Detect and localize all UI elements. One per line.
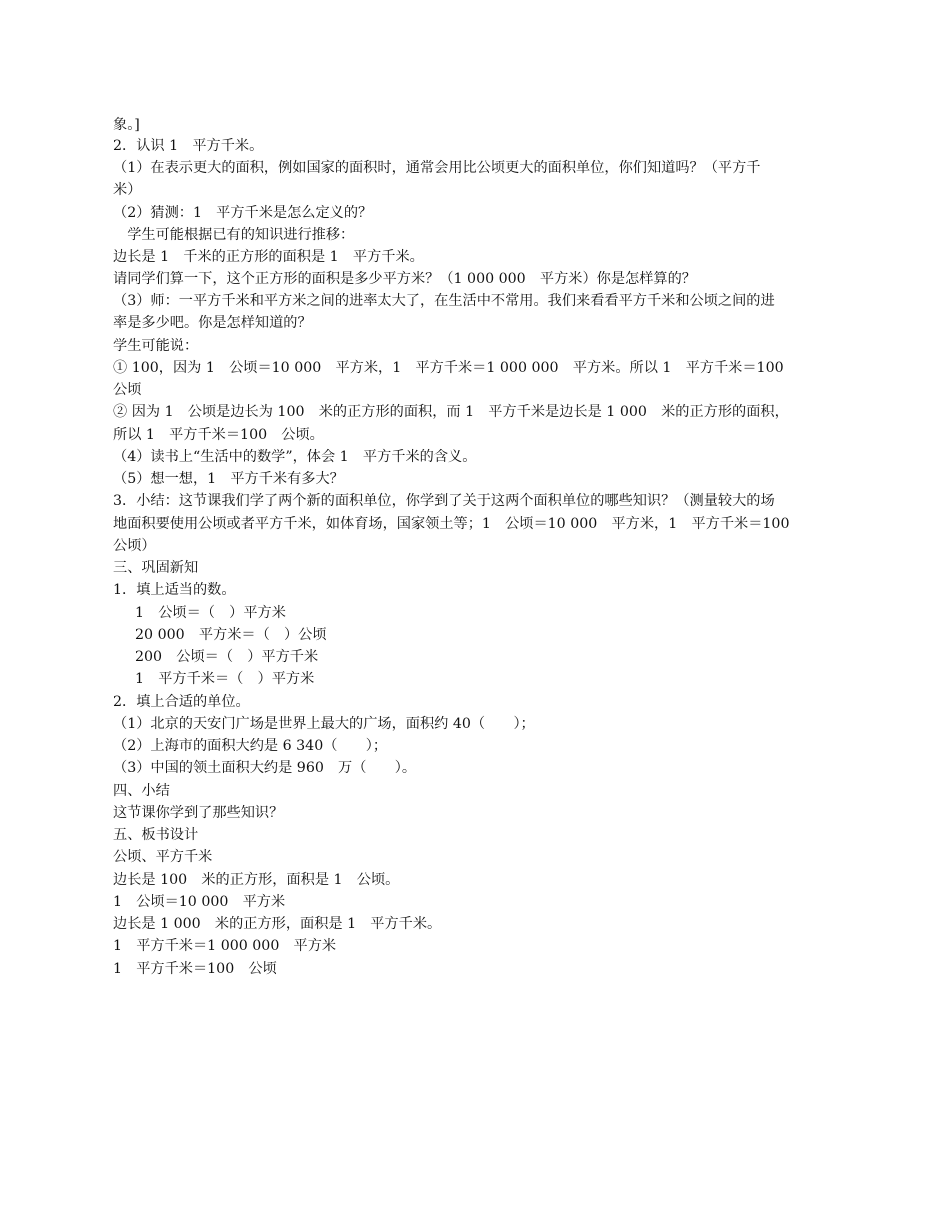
text-line: 请同学们算一下，这个正方形的面积是多少平方米？（1 000 000 平方米）你是怎样算的？ [113, 271, 696, 287]
text-line: 所以 1 平方千米＝100 公顷。 [113, 427, 324, 443]
text-line: （4）读书上“生活中的数学”，体会 1 平方千米的含义。 [113, 449, 477, 465]
text-line: 米） [113, 182, 142, 198]
exercise-line: （1）北京的天安门广场是世界上最大的广场，面积约 40（ ）； [113, 716, 535, 732]
board-line: 1 公顷＝10 000 平方米 [113, 894, 286, 910]
text-line: （2）猜测：1 平方千米是怎么定义的？ [113, 205, 373, 221]
text-line: 学生可能说： [113, 338, 199, 354]
text-line: 这节课你学到了那些知识？ [113, 805, 284, 821]
text-line: 率是多少吧。你是怎样知道的？ [113, 315, 312, 331]
board-line: 边长是 1 000 米的正方形，面积是 1 平方千米。 [113, 916, 442, 932]
section-heading: 五、板书设计 [113, 827, 199, 843]
board-line: 公顷、平方千米 [113, 849, 213, 865]
exercise-line: 1 公顷＝（ ）平方米 [135, 605, 286, 621]
text-line: 边长是 1 千米的正方形的面积是 1 平方千米。 [113, 249, 424, 265]
text-line: （5）想一想，1 平方千米有多大？ [113, 471, 344, 487]
exercise-line: （2）上海市的面积大约是 6 340（ ）； [113, 738, 388, 754]
section-item-heading: 2．认识 1 平方千米。 [113, 138, 264, 154]
exercise-line: （3）中国的领土面积大约是 960 万（ ）。 [113, 760, 417, 776]
text-line: ② 因为 1 公顷是边长为 100 米的正方形的面积，而 1 平方千米是边长是 1 000 米的正方形的面积， [113, 404, 789, 420]
text-line: 地面积要使用公顷或者平方千米，如体育场，国家领土等；1 公顷＝10 000 平方米，1 平方千米＝100 [113, 516, 790, 532]
text-line: 公顷） [113, 538, 156, 554]
exercise-line: 200 公顷＝（ ）平方千米 [135, 649, 319, 665]
text-line: （1）在表示更大的面积，例如国家的面积时，通常会用比公顷更大的面积单位，你们知道吗？（平方千 [113, 160, 761, 176]
board-line: 1 平方千米＝100 公顷 [113, 961, 277, 977]
text-line: 公顷 [113, 382, 142, 398]
board-line: 边长是 100 米的正方形，面积是 1 公顷。 [113, 872, 400, 888]
board-line: 1 平方千米＝1 000 000 平方米 [113, 938, 337, 954]
exercise-line: 20 000 平方米＝（ ）公顷 [135, 627, 327, 643]
section-heading: 三、巩固新知 [113, 560, 199, 576]
text-line: 象。] [113, 117, 140, 133]
section-item-heading: 3．小结：这节课我们学了两个新的面积单位，你学到了关于这两个面积单位的哪些知识？（测量较大的场 [113, 493, 775, 509]
text-line: （3）师：一平方千米和平方米之间的进率太大了，在生活中不常用。我们来看看平方千米和公顷之间的进 [113, 293, 775, 309]
section-item-heading: 2．填上合适的单位。 [113, 694, 250, 710]
text-line: 学生可能根据已有的知识进行推移： [113, 227, 355, 243]
exercise-line: 1 平方千米＝（ ）平方米 [135, 671, 315, 687]
text-line: ① 100，因为 1 公顷＝10 000 平方米，1 平方千米＝1 000 000 平方米。所以 1 平方千米＝100 [113, 360, 784, 376]
section-heading: 四、小结 [113, 783, 170, 799]
section-item-heading: 1．填上适当的数。 [113, 582, 236, 598]
